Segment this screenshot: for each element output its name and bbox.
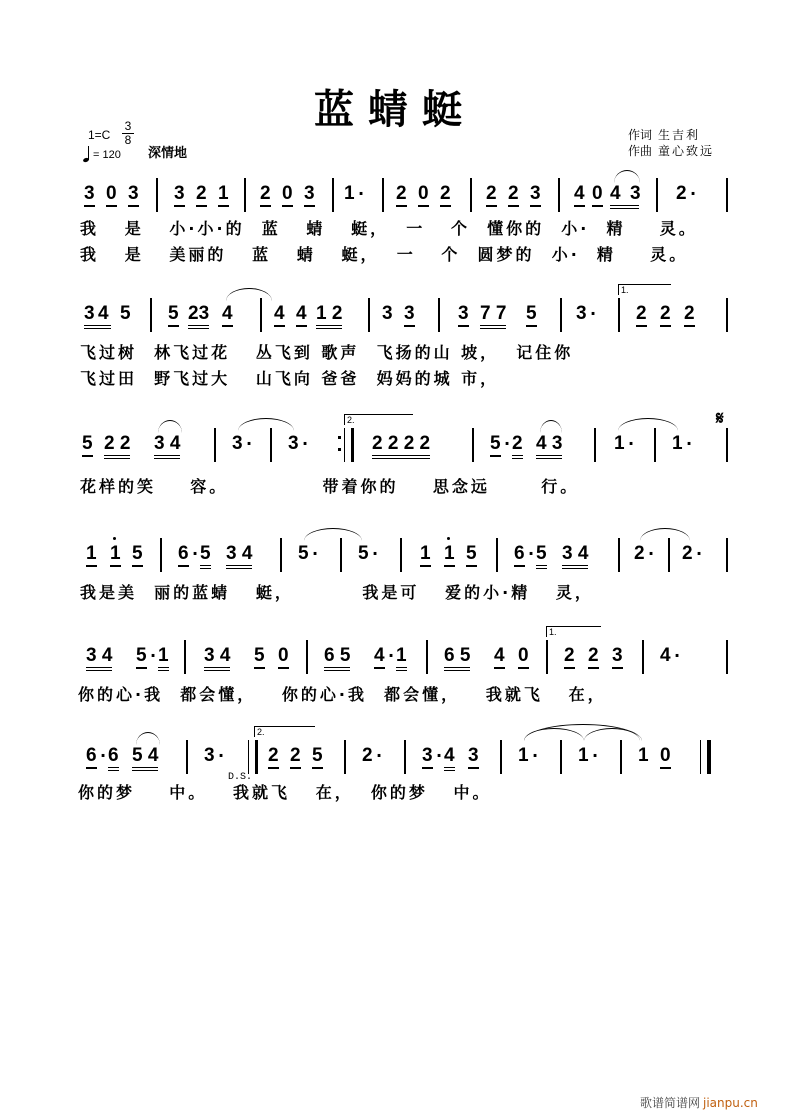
volta-bracket: 2.	[254, 726, 315, 737]
note: 1	[218, 184, 229, 207]
augmentation-dot: ·	[528, 544, 535, 563]
barline	[726, 538, 728, 572]
note: 6 5	[324, 646, 350, 671]
note: 2	[512, 434, 523, 459]
note: 2	[634, 543, 645, 564]
tie	[640, 528, 690, 541]
augmentation-dot: ·	[504, 434, 511, 453]
barline	[558, 178, 560, 212]
note: 4	[494, 646, 505, 669]
barline	[726, 428, 728, 462]
note: 5	[254, 646, 265, 669]
time-denominator: 8	[124, 133, 132, 147]
lyricist-name: 生吉利	[658, 128, 701, 142]
note: 2	[684, 304, 695, 327]
note: 3	[576, 303, 587, 324]
barline	[280, 538, 282, 572]
note: 0	[660, 746, 671, 769]
note: 0	[592, 184, 603, 207]
note: 1	[396, 646, 407, 671]
note: 3 4	[86, 646, 112, 671]
note: 2	[588, 646, 599, 669]
note: 3	[304, 184, 315, 207]
augmentation-dot: ·	[592, 746, 599, 765]
barline	[618, 298, 620, 332]
note: 6	[86, 746, 97, 769]
note: 3	[204, 745, 215, 766]
final-barline	[700, 740, 711, 774]
note: 3 4	[204, 646, 230, 671]
note: 2	[196, 184, 207, 207]
barline	[184, 640, 186, 674]
note: 6	[178, 544, 189, 567]
tie	[618, 418, 678, 431]
composer-name: 童心致远	[658, 144, 715, 158]
augmentation-dot: ·	[696, 544, 703, 563]
key-signature: 1=C	[88, 128, 111, 142]
volta-bracket: 1.	[618, 284, 671, 295]
note: 3 4	[562, 544, 588, 569]
note: 3	[530, 184, 541, 207]
note: 3	[422, 746, 433, 769]
augmentation-dot: ·	[358, 184, 365, 203]
barline	[150, 298, 152, 332]
note: 0	[418, 184, 429, 207]
barline	[594, 428, 596, 462]
augmentation-dot: ·	[246, 434, 253, 453]
note: 2	[290, 746, 301, 769]
barline	[214, 428, 216, 462]
lyrics-verse-1: 我是美 丽的蓝蜻 蜓， 我是可 爱的小·精 灵，	[80, 583, 594, 602]
note: 6 5	[444, 646, 470, 671]
augmentation-dot: ·	[674, 646, 681, 665]
note: 2	[564, 646, 575, 669]
note: 0	[106, 184, 117, 207]
watermark-cn: 歌谱简谱网	[640, 1096, 701, 1110]
barline	[620, 740, 622, 774]
note: 3	[84, 304, 111, 329]
augmentation-dot: ·	[372, 544, 379, 563]
volta-bracket: 2.	[344, 414, 413, 425]
tie	[304, 528, 362, 541]
volta-bracket: 1.	[546, 626, 601, 637]
note: 3 4	[154, 434, 180, 459]
augmentation-dot: ·	[150, 646, 157, 665]
credits	[628, 127, 714, 159]
barline	[618, 538, 620, 572]
note: 3	[174, 184, 185, 207]
lyrics-verse-1: 我 是 小·小·的 蓝 蜻 蜓， 一 个 懂你的 小· 精 灵。	[80, 219, 698, 238]
notes-row-2	[76, 285, 736, 338]
watermark	[640, 1094, 758, 1111]
composer-label: 作曲	[628, 144, 653, 158]
note: 2	[508, 184, 519, 207]
note: 2	[486, 184, 497, 207]
note: 4	[222, 304, 233, 327]
note: 5	[536, 544, 547, 569]
augmentation-dot: ·	[302, 434, 309, 453]
note: 5	[490, 434, 501, 457]
barline	[186, 740, 188, 774]
note: 0	[282, 184, 293, 207]
tempo-marking	[88, 146, 121, 161]
note: 3	[382, 303, 393, 324]
composer-line	[628, 143, 714, 159]
repeat-sign	[338, 436, 342, 460]
augmentation-dot: ·	[532, 746, 539, 765]
lyrics-verse-2: 飞过田 野飞过大 山飞向 爸爸 妈妈的城 市，	[80, 369, 500, 388]
augmentation-dot: ·	[376, 746, 383, 765]
tie	[238, 418, 294, 431]
augmentation-dot: ·	[100, 746, 107, 765]
note: 4	[274, 304, 285, 327]
barline	[472, 428, 474, 462]
augmentation-dot: ·	[218, 746, 225, 765]
quarter-note-icon	[88, 146, 89, 160]
note: 1	[444, 544, 455, 567]
note: 1	[518, 745, 529, 766]
note: 4	[610, 184, 639, 209]
song-title: 蓝蜻蜓	[314, 86, 476, 133]
note: 7 7	[480, 304, 506, 329]
double-barline	[344, 428, 354, 462]
note: 5	[466, 544, 477, 567]
note: 5	[200, 544, 211, 569]
time-numerator: 3	[122, 120, 134, 134]
note: 3	[468, 746, 479, 769]
slur	[540, 420, 562, 433]
augmentation-dot: ·	[648, 544, 655, 563]
barline	[470, 178, 472, 212]
note: 5	[298, 543, 309, 564]
note: 2	[636, 304, 647, 327]
barline	[368, 298, 370, 332]
augmentation-dot: ·	[388, 646, 395, 665]
tie	[226, 288, 272, 301]
note: 6	[514, 544, 525, 567]
note: 5 4	[132, 746, 158, 771]
note: 3	[232, 433, 243, 454]
barline	[160, 538, 162, 572]
expression-marking: 深情地	[148, 145, 188, 160]
barline	[156, 178, 158, 212]
slur	[158, 420, 182, 433]
augmentation-dot: ·	[312, 544, 319, 563]
note: 2	[396, 184, 407, 207]
barline	[560, 740, 562, 774]
barline	[656, 178, 658, 212]
lyrics-verse-1: 飞过树 林飞过花 丛飞到 歌声 飞扬的山 坡， 记住你	[80, 343, 574, 362]
note: 0	[278, 646, 289, 669]
barline	[344, 740, 346, 774]
augmentation-dot: ·	[590, 304, 597, 323]
barline	[500, 740, 502, 774]
barline	[382, 178, 384, 212]
barline	[306, 640, 308, 674]
note: 5	[358, 543, 369, 564]
note: 0	[518, 646, 529, 669]
time-signature	[122, 120, 134, 147]
note: 5	[312, 746, 323, 769]
augmentation-dot: ·	[436, 746, 443, 765]
note: 4 3	[536, 434, 562, 459]
tempo-value: = 120	[93, 149, 121, 161]
note: 2	[260, 184, 271, 207]
note: 3	[458, 304, 469, 327]
note: 2 2	[104, 434, 130, 459]
barline	[496, 538, 498, 572]
notes-row-3	[76, 408, 736, 468]
augmentation-dot: ·	[686, 434, 693, 453]
note: 4	[574, 184, 585, 207]
note: 5	[526, 304, 537, 327]
barline	[404, 740, 406, 774]
note: 2	[268, 746, 279, 769]
note: 5	[168, 304, 179, 327]
dal-segno-marking: D.S.	[228, 772, 253, 783]
barline	[340, 538, 342, 572]
barline	[260, 298, 262, 332]
barline	[654, 428, 656, 462]
note: 3	[630, 183, 641, 204]
note: 3	[128, 184, 139, 207]
segno-icon: 𝄋	[716, 408, 724, 429]
note: 1	[86, 544, 97, 567]
augmentation-dot: ·	[192, 544, 199, 563]
barline	[270, 428, 272, 462]
slur	[614, 170, 640, 183]
note: 3	[288, 433, 299, 454]
note: 3	[612, 646, 623, 669]
note: 4	[444, 746, 455, 771]
barline	[332, 178, 334, 212]
note: 4	[296, 304, 307, 327]
barline	[726, 640, 728, 674]
watermark-en: jianpu.cn	[703, 1096, 758, 1110]
lyrics-verse-2: 我 是 美丽的 蓝 蜻 蜓， 一 个 圆梦的 小· 精 灵。	[80, 245, 689, 264]
note: 1	[672, 433, 683, 454]
lyrics-verse-1: 你的梦 中。 我就飞 在， 你的梦 中。	[78, 783, 492, 802]
barline	[726, 298, 728, 332]
note: 1	[578, 745, 589, 766]
note: 2 2 2 2	[372, 434, 430, 459]
barline	[560, 298, 562, 332]
slur	[136, 732, 160, 745]
barline	[668, 538, 670, 572]
note: 1	[110, 544, 121, 567]
lyrics-verse-1: 你的心·我 都会懂， 你的心·我 都会懂， 我就飞 在，	[78, 685, 607, 704]
notes-row-6	[76, 727, 736, 780]
barline	[642, 640, 644, 674]
note: 6	[108, 746, 119, 771]
note: 3	[404, 304, 415, 327]
note: 3	[84, 184, 95, 207]
note: 2	[682, 543, 693, 564]
barline	[438, 298, 440, 332]
lyricist-line	[628, 127, 714, 143]
note: 4	[374, 646, 385, 669]
note: 4	[98, 303, 109, 324]
note: 1	[638, 745, 649, 766]
note: 1 2	[316, 304, 342, 329]
note: 5	[82, 434, 93, 457]
barline	[400, 538, 402, 572]
barline	[726, 178, 728, 212]
double-barline	[248, 740, 258, 774]
note: 5	[136, 646, 147, 669]
note: 4	[660, 645, 671, 666]
augmentation-dot: ·	[690, 184, 697, 203]
note: 3 4	[226, 544, 252, 569]
note: 1	[614, 433, 625, 454]
note: 23	[188, 304, 209, 329]
note: 5	[120, 303, 131, 324]
notes-row-4	[76, 538, 736, 578]
barline	[426, 640, 428, 674]
note: 1	[158, 646, 169, 671]
lyrics-verse-1: 花样的笑 容。 带着你的 思念远 行。	[80, 477, 580, 496]
lyricist-label: 作词	[628, 128, 653, 142]
note: 2	[440, 184, 451, 207]
augmentation-dot: ·	[628, 434, 635, 453]
barline	[546, 640, 548, 674]
barline	[244, 178, 246, 212]
note: 2	[676, 183, 687, 204]
note: 1	[344, 183, 355, 204]
note: 2	[660, 304, 671, 327]
note: 1	[420, 544, 431, 567]
notes-row-1	[76, 178, 736, 218]
note: 5	[132, 544, 143, 567]
phrase-slur	[524, 724, 642, 741]
notes-row-5	[76, 627, 736, 680]
note: 2	[362, 745, 373, 766]
